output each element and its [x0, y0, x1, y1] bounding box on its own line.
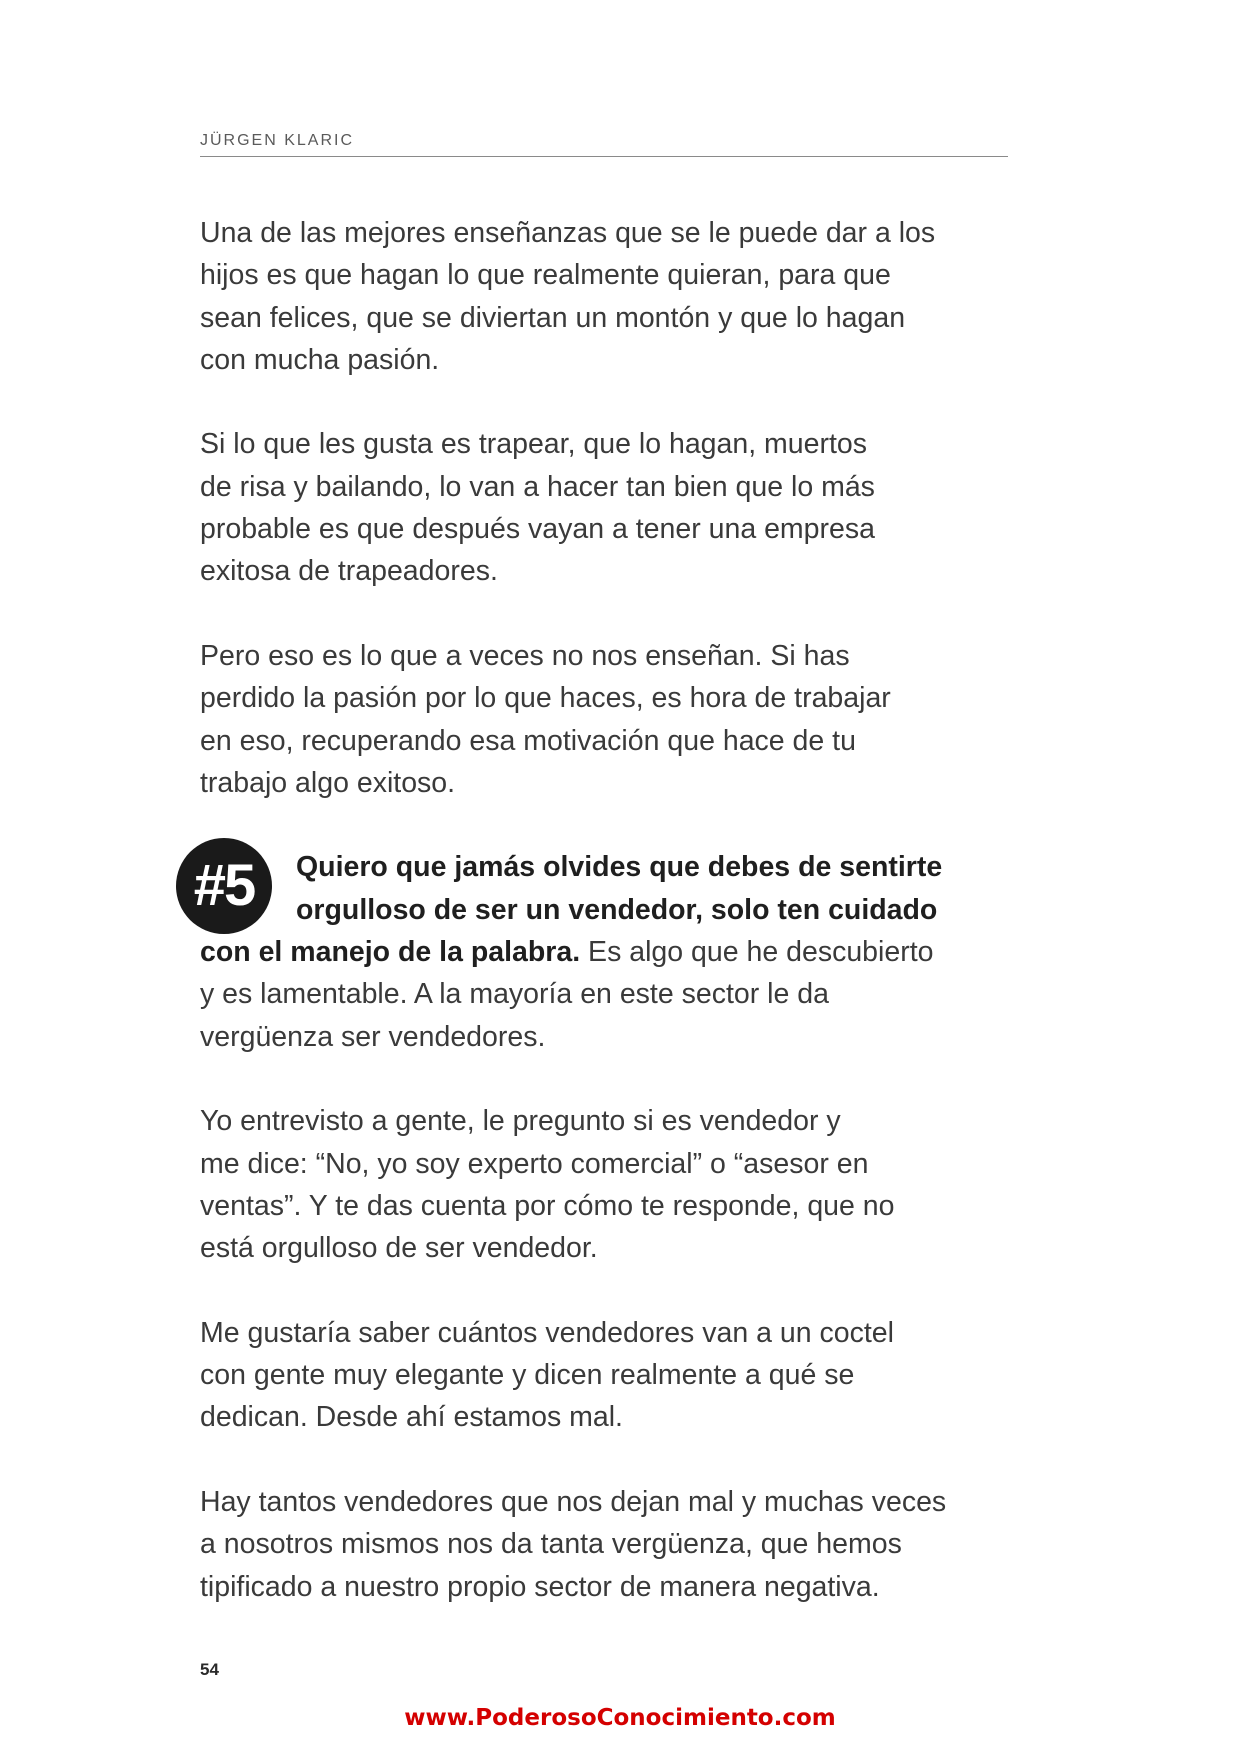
paragraph-1: [200, 212, 1030, 381]
running-header-author: JÜRGEN KLARIC: [200, 132, 355, 149]
page-number: 54: [200, 1660, 219, 1679]
paragraph-3: [200, 635, 1030, 804]
text-line: a nosotros mismos nos da tanta vergüenza, que hemos: [200, 1528, 902, 1561]
text-line: Me gustaría saber cuántos vendedores van a un coctel: [200, 1316, 894, 1349]
text-line: exitosa de trapeadores.: [200, 555, 498, 588]
text-line: ventas”. Y te das cuenta por cómo te responde, que no: [200, 1189, 895, 1222]
text-line: con gente muy elegante y dicen realmente a qué se: [200, 1359, 855, 1392]
text-line: está orgulloso de ser vendedor.: [200, 1232, 598, 1265]
page-header: [200, 132, 1008, 157]
paragraph-6: [200, 1481, 1030, 1608]
text-line: probable es que después vayan a tener una empresa: [200, 513, 875, 546]
text-line: Hay tantos vendedores que nos dejan mal y muchas veces: [200, 1485, 947, 1518]
text-line: con mucha pasión.: [200, 343, 440, 376]
text-line: tipificado a nuestro propio sector de manera negativa.: [200, 1570, 880, 1603]
text-line: de risa y bailando, lo van a hacer tan bien que lo más: [200, 470, 875, 503]
page-body: [193, 212, 1030, 1650]
tip-number-badge: #5: [176, 838, 272, 934]
tip-bold-line: orgulloso de ser un vendedor, solo ten cuidado: [296, 893, 938, 926]
text-line: Pero eso es lo que a veces no nos enseñan. Si has: [200, 639, 850, 672]
text-line: vergüenza ser vendedores.: [200, 1020, 546, 1053]
text-line: trabajo algo exitoso.: [200, 766, 456, 799]
tip-5-section: [193, 846, 1030, 1057]
paragraph-2: [200, 423, 1030, 592]
tip-bold-line: Quiero que jamás olvides que debes de sentirte: [296, 851, 943, 884]
tip-bold-line: con el manejo de la palabra.: [200, 936, 581, 969]
text-line: me dice: “No, yo soy experto comercial” o “asesor en: [200, 1147, 869, 1180]
text-line: y es lamentable. A la mayoría en este sector le da: [200, 978, 829, 1011]
watermark-link[interactable]: www.PoderosoConocimiento.com: [404, 1705, 836, 1731]
text-line: perdido la pasión por lo que haces, es hora de trabajar: [200, 682, 891, 715]
paragraph-5: [200, 1312, 1030, 1439]
paragraph-4: [200, 1100, 1030, 1269]
tip-normal-text: Es algo que he descubierto: [580, 936, 934, 969]
text-line: Yo entrevisto a gente, le pregunto si es vendedor y: [200, 1105, 841, 1138]
text-line: dedican. Desde ahí estamos mal.: [200, 1401, 623, 1434]
text-line: sean felices, que se diviertan un montón y que lo hagan: [200, 301, 906, 334]
text-line: en eso, recuperando esa motivación que hace de tu: [200, 724, 856, 757]
tip-mixed-line: [200, 931, 1030, 973]
text-line: Si lo que les gusta es trapear, que lo hagan, muertos: [200, 428, 868, 461]
text-line: Una de las mejores enseñanzas que se le puede dar a los: [200, 217, 936, 249]
text-line: hijos es que hagan lo que realmente quieran, para que: [200, 259, 891, 292]
